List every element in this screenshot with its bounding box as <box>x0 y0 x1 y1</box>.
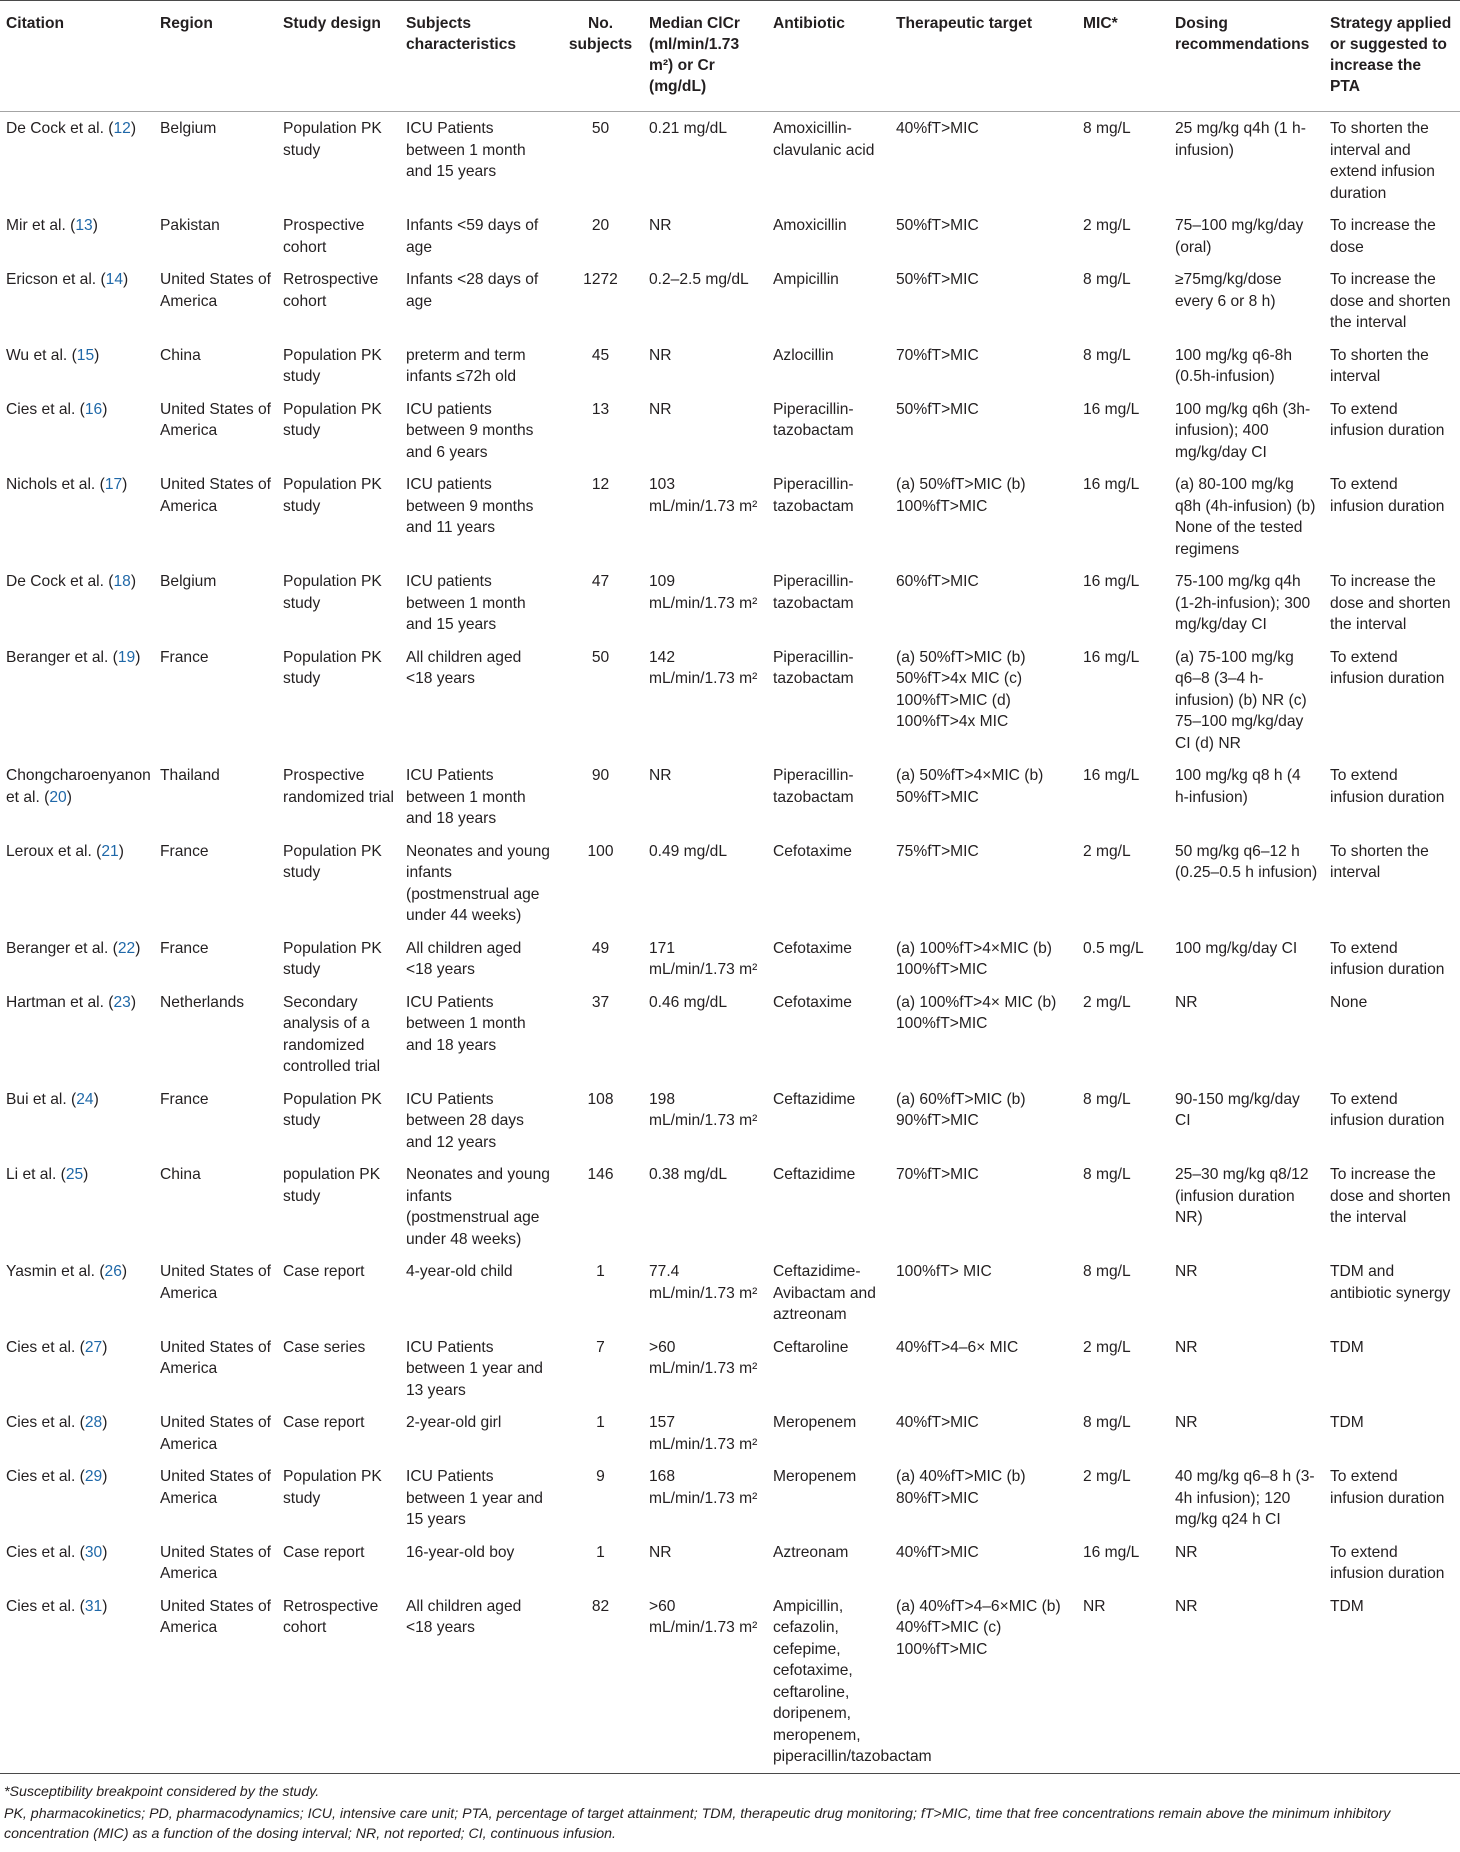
cell-study-design: population PK study <box>283 1166 381 1205</box>
cell-no-subjects: 1 <box>596 1414 605 1431</box>
cell-region: France <box>160 939 209 957</box>
cell-citation: Ericson et al. (14) <box>6 271 129 288</box>
cell-subjects: ICU Patients between 1 month and 18 years <box>406 767 526 827</box>
cell-citation: Beranger et al. (22) <box>6 939 141 957</box>
cell-study-design: Case report <box>283 1414 365 1431</box>
cell-region: Thailand <box>160 767 220 784</box>
table-row <box>0 1460 1460 1536</box>
table-row <box>0 1406 1460 1460</box>
cell-no-subjects: 20 <box>591 217 610 234</box>
table-row <box>0 209 1460 263</box>
cell-citation: Nichols et al. (17) <box>6 476 128 493</box>
cell-median-clcr: 0.38 mg/dL <box>649 1166 728 1183</box>
cell-antibiotic: Ceftaroline <box>773 1338 849 1356</box>
cell-citation: Li et al. (25) <box>6 1166 89 1183</box>
citation-author: Chongcharoenyanon et al. <box>6 767 151 806</box>
cell-citation: Cies et al. (27) <box>6 1338 108 1356</box>
citation-author: Cies et al. <box>6 1597 76 1615</box>
cell-citation: Chongcharoenyanon et al. (20) <box>6 767 151 806</box>
cell-citation: Cies et al. (31) <box>6 1597 108 1615</box>
reference-link[interactable]: 28 <box>84 1414 103 1431</box>
cell-median-clcr: 0.49 mg/dL <box>649 842 728 860</box>
cell-strategy: To extend infusion duration <box>1330 400 1445 439</box>
cell-strategy: TDM <box>1330 1597 1364 1615</box>
cell-strategy: TDM <box>1330 1414 1364 1431</box>
table-row <box>0 393 1460 469</box>
cell-no-subjects: 47 <box>591 573 610 590</box>
cell-median-clcr: NR <box>649 767 672 784</box>
reference-link[interactable]: 25 <box>65 1166 84 1183</box>
cell-strategy: To shorten the interval and extend infusion duration <box>1330 120 1435 202</box>
cell-region: United States of America <box>160 1543 271 1582</box>
citation-author: Cies et al. <box>6 1414 76 1431</box>
header-subjects-characteristics: Subjects characteristics <box>406 15 517 53</box>
reference-link[interactable]: 12 <box>113 120 131 137</box>
cell-dosing: 25–30 mg/kg q8/12 (infusion duration NR) <box>1175 1166 1309 1226</box>
cell-study-design: Population PK study <box>283 120 382 159</box>
cell-antibiotic: Piperacillin-tazobactam <box>773 476 854 515</box>
cell-dosing: 50 mg/kg q6–12 h (0.25–0.5 h infusion) <box>1175 842 1318 881</box>
cell-mic: NR <box>1083 1597 1106 1615</box>
cell-region: Belgium <box>160 573 217 590</box>
cell-dosing: 100 mg/kg q6-8h (0.5h-infusion) <box>1175 346 1293 385</box>
header-study-design: Study design <box>283 15 381 32</box>
citation-author: Hartman et al. <box>6 993 104 1011</box>
cell-median-clcr: 0.2–2.5 mg/dL <box>649 271 749 288</box>
reference-link[interactable]: 17 <box>104 476 123 493</box>
table-row <box>0 759 1460 835</box>
cell-median-clcr: 0.21 mg/dL <box>649 120 728 137</box>
cell-no-subjects: 1 <box>596 1543 605 1561</box>
cell-region: Pakistan <box>160 217 220 234</box>
cell-subjects: 2-year-old girl <box>406 1414 502 1431</box>
cell-study-design: Retrospective cohort <box>283 1597 379 1636</box>
cell-citation: De Cock et al. (18) <box>6 573 137 590</box>
cell-strategy: To extend infusion duration <box>1330 939 1445 978</box>
cell-dosing: 90-150 mg/kg/day CI <box>1175 1090 1300 1129</box>
cell-subjects: ICU Patients between 1 month and 18 years <box>406 993 526 1054</box>
cell-subjects: ICU Patients between 28 days and 12 years <box>406 1090 524 1151</box>
header-no-subjects: No. subjects <box>568 15 633 53</box>
cell-antibiotic: Ampicillin, cefazolin, cefepime, cefotaxime, ceftaroline, doripenem, meropenem, piperacillin/tazobactam <box>773 1597 932 1765</box>
cell-citation: Yasmin et al. (26) <box>6 1263 128 1280</box>
cell-median-clcr: 157 mL/min/1.73 m² <box>649 1414 758 1453</box>
cell-no-subjects: 100 <box>587 842 614 860</box>
cell-subjects: All children aged <18 years <box>406 648 522 687</box>
cell-strategy: To increase the dose and shorten the interval <box>1330 271 1451 331</box>
cell-median-clcr: >60 mL/min/1.73 m² <box>649 1338 758 1377</box>
table-row <box>0 1083 1460 1159</box>
cell-region: France <box>160 842 209 860</box>
cell-dosing: NR <box>1175 1597 1198 1615</box>
cell-dosing: 25 mg/kg q4h (1 h-infusion) <box>1175 120 1306 159</box>
cell-region: Belgium <box>160 120 217 137</box>
header-dosing-recommendations: Dosing recommendations <box>1175 15 1310 53</box>
cell-subjects: 16-year-old boy <box>406 1543 515 1561</box>
cell-region: France <box>160 648 209 666</box>
citation-author: Leroux et al. <box>6 842 92 860</box>
cell-median-clcr: 0.46 mg/dL <box>649 993 728 1011</box>
citation-author: Beranger et al. <box>6 648 109 666</box>
cell-dosing: 40 mg/kg q6–8 h (3-4h infusion); 120 mg/kg q24 h CI <box>1175 1468 1315 1528</box>
cell-antibiotic: Azlocillin <box>773 346 834 364</box>
cell-region: United States of America <box>160 1414 271 1453</box>
cell-dosing: NR <box>1175 1263 1198 1280</box>
cell-strategy: TDM and antibiotic synergy <box>1330 1263 1451 1302</box>
cell-region: United States of America <box>160 271 271 310</box>
cell-dosing: 100 mg/kg q8 h (4 h-infusion) <box>1175 767 1301 806</box>
cell-antibiotic: Piperacillin-tazobactam <box>773 400 854 439</box>
citation-author: Wu et al. <box>6 346 68 364</box>
citation-author: Cies et al. <box>6 400 76 418</box>
table-row <box>0 112 1460 210</box>
cell-mic: 16 mg/L <box>1083 476 1140 493</box>
table-row <box>0 263 1460 339</box>
cell-dosing: NR <box>1175 1338 1198 1356</box>
cell-mic: 8 mg/L <box>1083 120 1131 137</box>
cell-study-design: Case report <box>283 1263 365 1280</box>
cell-no-subjects: 9 <box>596 1468 605 1485</box>
cell-median-clcr: 171 mL/min/1.73 m² <box>649 939 758 978</box>
cell-citation: Mir et al. (13) <box>6 217 98 234</box>
citation-author: Cies et al. <box>6 1543 76 1561</box>
cell-region: Netherlands <box>160 993 245 1011</box>
reference-link[interactable]: 23 <box>113 993 131 1011</box>
cell-dosing: 75–100 mg/kg/day (oral) <box>1175 217 1304 256</box>
table-row <box>0 339 1460 393</box>
cell-no-subjects: 108 <box>587 1090 614 1108</box>
cell-antibiotic: Aztreonam <box>773 1543 849 1561</box>
cell-mic: 2 mg/L <box>1083 1468 1131 1485</box>
cell-strategy: To extend infusion duration <box>1330 1543 1445 1582</box>
table-body <box>0 112 1460 1774</box>
cell-therapeutic-target: 40%fT>MIC <box>896 1414 979 1431</box>
cell-therapeutic-target: (a) 50%fT>MIC (b) 100%fT>MIC <box>896 476 1026 515</box>
cell-no-subjects: 146 <box>587 1166 614 1183</box>
cell-no-subjects: 82 <box>591 1597 610 1615</box>
cell-therapeutic-target: (a) 60%fT>MIC (b) 90%fT>MIC <box>896 1090 1026 1129</box>
citation-author: Li et al. <box>6 1166 57 1183</box>
cell-therapeutic-target: 40%fT>4–6× MIC <box>896 1338 1019 1356</box>
reference-link[interactable]: 26 <box>104 1263 122 1280</box>
cell-dosing: (a) 75-100 mg/kg q6–8 (3–4 h-infusion) (b) NR (c) 75–100 mg/kg/day CI (d) NR <box>1175 648 1307 752</box>
cell-study-design: Prospective randomized trial <box>283 767 394 806</box>
table-row <box>0 641 1460 760</box>
citation-author: Mir et al. <box>6 217 66 234</box>
cell-no-subjects: 45 <box>591 346 610 364</box>
cell-no-subjects: 13 <box>591 400 610 418</box>
cell-strategy: TDM <box>1330 1338 1364 1356</box>
cell-study-design: Population PK study <box>283 1468 382 1507</box>
table-row <box>0 1331 1460 1407</box>
cell-no-subjects: 37 <box>591 993 610 1011</box>
table-row <box>0 1536 1460 1590</box>
cell-mic: 16 mg/L <box>1083 573 1140 590</box>
reference-link[interactable]: 14 <box>105 271 124 288</box>
cell-dosing: 100 mg/kg/day CI <box>1175 939 1298 957</box>
reference-link[interactable]: 22 <box>117 939 136 957</box>
cell-mic: 2 mg/L <box>1083 993 1131 1011</box>
cell-subjects: Neonates and young infants (postmenstrual age under 44 weeks) <box>406 842 550 924</box>
citation-author: De Cock et al. <box>6 573 104 590</box>
cell-therapeutic-target: 60%fT>MIC <box>896 573 979 590</box>
cell-median-clcr: 109 mL/min/1.73 m² <box>649 573 758 612</box>
cell-strategy: To extend infusion duration <box>1330 767 1445 806</box>
cell-citation: De Cock et al. (12) <box>6 120 137 137</box>
table-row <box>0 986 1460 1083</box>
cell-mic: 16 mg/L <box>1083 767 1140 784</box>
citation-author: Ericson et al. <box>6 271 97 288</box>
cell-mic: 2 mg/L <box>1083 217 1131 234</box>
cell-region: United States of America <box>160 1468 271 1507</box>
cell-citation: Cies et al. (30) <box>6 1543 108 1561</box>
cell-therapeutic-target: (a) 50%fT>4×MIC (b) 50%fT>MIC <box>896 767 1044 806</box>
cell-antibiotic: Cefotaxime <box>773 842 852 860</box>
cell-citation: Beranger et al. (19) <box>6 648 141 666</box>
table-row <box>0 835 1460 932</box>
footnote-abbreviations: PK, pharmacokinetics; PD, pharmacodynamics; ICU, intensive care unit; PTA, percentage of target attainment; TDM, therapeutic drug monitoring; fT>MIC, time that free concentrations remain above the minimum inhibitory concentration (MIC) as a function of the dosing interval; NR, not reported; CI, continuous infusion. <box>4 1805 1391 1842</box>
cell-dosing: 75-100 mg/kg q4h (1-2h-infusion); 300 mg/kg/day CI <box>1175 573 1311 633</box>
cell-subjects: Infants <28 days of age <box>406 271 539 310</box>
cell-antibiotic: Ceftazidime <box>773 1090 856 1108</box>
reference-link[interactable]: 16 <box>84 400 103 418</box>
cell-study-design: Retrospective cohort <box>283 271 379 310</box>
cell-citation: Leroux et al. (21) <box>6 842 124 860</box>
cell-antibiotic: Ceftazidime-Avibactam and aztreonam <box>773 1263 876 1323</box>
cell-therapeutic-target: 70%fT>MIC <box>896 346 979 364</box>
cell-dosing: NR <box>1175 1414 1198 1431</box>
cell-median-clcr: NR <box>649 400 672 418</box>
cell-study-design: Case series <box>283 1338 366 1356</box>
cell-median-clcr: 198 mL/min/1.73 m² <box>649 1090 758 1129</box>
header-antibiotic: Antibiotic <box>773 15 845 32</box>
reference-link[interactable]: 18 <box>113 573 131 590</box>
header-therapeutic-target: Therapeutic target <box>896 15 1033 32</box>
cell-antibiotic: Cefotaxime <box>773 993 852 1011</box>
table-row <box>0 1590 1460 1774</box>
cell-subjects: ICU Patients between 1 year and 13 years <box>406 1338 543 1399</box>
cell-subjects: Neonates and young infants (postmenstrual age under 48 weeks) <box>406 1166 550 1248</box>
cell-antibiotic: Meropenem <box>773 1414 857 1431</box>
cell-no-subjects: 90 <box>591 767 610 784</box>
cell-strategy: To extend infusion duration <box>1330 1090 1445 1129</box>
table-row <box>0 565 1460 641</box>
cell-study-design: Population PK study <box>283 476 382 515</box>
reference-link[interactable]: 21 <box>101 842 119 860</box>
cell-subjects: 4-year-old child <box>406 1263 513 1280</box>
cell-region: China <box>160 346 201 364</box>
reference-link[interactable]: 27 <box>84 1338 103 1356</box>
cell-antibiotic: Piperacillin-tazobactam <box>773 573 854 612</box>
cell-region: China <box>160 1166 201 1183</box>
table-footnotes <box>0 1774 1460 1844</box>
cell-subjects: ICU patients between 9 months and 6 years <box>406 400 534 461</box>
cell-mic: 8 mg/L <box>1083 1166 1131 1183</box>
cell-therapeutic-target: 100%fT> MIC <box>896 1263 992 1280</box>
cell-median-clcr: >60 mL/min/1.73 m² <box>649 1597 758 1636</box>
cell-therapeutic-target: 50%fT>MIC <box>896 400 979 418</box>
cell-mic: 8 mg/L <box>1083 271 1131 288</box>
cell-citation: Cies et al. (28) <box>6 1414 108 1431</box>
cell-strategy: To increase the dose <box>1330 217 1436 256</box>
reference-link[interactable]: 31 <box>84 1597 103 1615</box>
cell-region: United States of America <box>160 1338 271 1377</box>
cell-strategy: To extend infusion duration <box>1330 648 1445 687</box>
footnote-breakpoint: *Susceptibility breakpoint considered by the study. <box>4 1783 320 1800</box>
cell-median-clcr: NR <box>649 1543 672 1561</box>
cell-dosing: (a) 80-100 mg/kg q8h (4h-infusion) (b) None of the tested regimens <box>1175 476 1316 558</box>
cell-therapeutic-target: 40%fT>MIC <box>896 1543 979 1561</box>
cell-dosing: ≥75mg/kg/dose every 6 or 8 h) <box>1175 271 1282 310</box>
cell-mic: 8 mg/L <box>1083 1414 1131 1431</box>
header-citation: Citation <box>6 15 65 32</box>
cell-median-clcr: NR <box>649 217 672 234</box>
cell-study-design: Population PK study <box>283 1090 382 1129</box>
cell-study-design: Secondary analysis of a randomized controlled trial <box>283 993 381 1075</box>
header-region: Region <box>160 15 213 32</box>
cell-subjects: ICU patients between 1 month and 15 years <box>406 573 526 633</box>
reference-link[interactable]: 15 <box>76 346 95 364</box>
cell-mic: 16 mg/L <box>1083 648 1140 666</box>
cell-therapeutic-target: 50%fT>MIC <box>896 217 979 234</box>
cell-mic: 8 mg/L <box>1083 1090 1131 1108</box>
cell-strategy: To increase the dose and shorten the interval <box>1330 573 1451 633</box>
cell-median-clcr: 103 mL/min/1.73 m² <box>649 476 758 515</box>
cell-antibiotic: Ceftazidime <box>773 1166 856 1183</box>
cell-dosing: NR <box>1175 1543 1198 1561</box>
cell-median-clcr: NR <box>649 346 672 364</box>
cell-therapeutic-target: (a) 40%fT>4–6×MIC (b) 40%fT>MIC (c) 100%fT>MIC <box>896 1597 1061 1658</box>
table-header-row <box>0 1 1460 112</box>
cell-no-subjects: 12 <box>591 476 610 493</box>
cell-subjects: ICU patients between 9 months and 11 years <box>406 476 534 536</box>
cell-subjects: ICU Patients between 1 year and 15 years <box>406 1468 543 1528</box>
citation-author: Nichols et al. <box>6 476 96 493</box>
cell-study-design: Case report <box>283 1543 365 1561</box>
cell-study-design: Population PK study <box>283 842 382 881</box>
cell-therapeutic-target: 40%fT>MIC <box>896 120 979 137</box>
cell-therapeutic-target: 75%fT>MIC <box>896 842 979 860</box>
cell-strategy: To shorten the interval <box>1330 346 1429 385</box>
cell-therapeutic-target: (a) 40%fT>MIC (b) 80%fT>MIC <box>896 1468 1026 1507</box>
citation-author: Bui et al. <box>6 1090 67 1108</box>
cell-region: United States of America <box>160 476 271 515</box>
cell-mic: 2 mg/L <box>1083 1338 1131 1356</box>
reference-link[interactable]: 29 <box>84 1468 103 1485</box>
cell-citation: Bui et al. (24) <box>6 1090 99 1108</box>
cell-study-design: Population PK study <box>283 346 382 385</box>
reference-link[interactable]: 30 <box>84 1543 103 1561</box>
cell-subjects: All children aged <18 years <box>406 1597 522 1636</box>
cell-therapeutic-target: (a) 100%fT>4×MIC (b) 100%fT>MIC <box>896 939 1052 978</box>
reference-link[interactable]: 20 <box>49 788 67 806</box>
citation-author: Beranger et al. <box>6 939 109 957</box>
cell-strategy: To extend infusion duration <box>1330 1468 1445 1507</box>
cell-subjects: All children aged <18 years <box>406 939 522 978</box>
cell-study-design: Prospective cohort <box>283 217 365 256</box>
cell-study-design: Population PK study <box>283 573 382 612</box>
cell-strategy: None <box>1330 993 1368 1011</box>
cell-mic: 16 mg/L <box>1083 400 1140 418</box>
cell-mic: 16 mg/L <box>1083 1543 1140 1561</box>
cell-citation: Cies et al. (29) <box>6 1468 108 1485</box>
header-median-clcr: Median ClCr (ml/min/1.73 m²) or Cr (mg/dL) <box>649 15 740 95</box>
cell-strategy: To increase the dose and shorten the interval <box>1330 1166 1451 1226</box>
table-row <box>0 932 1460 986</box>
cell-subjects: Infants <59 days of age <box>406 217 539 256</box>
cell-antibiotic: Piperacillin-tazobactam <box>773 767 854 806</box>
header-mic: MIC* <box>1083 15 1118 32</box>
table-row <box>0 468 1460 565</box>
header-strategy: Strategy applied or suggested to increase the PTA <box>1330 15 1452 95</box>
cell-antibiotic: Cefotaxime <box>773 939 852 957</box>
cell-mic: 0.5 mg/L <box>1083 939 1144 957</box>
cell-antibiotic: Piperacillin-tazobactam <box>773 648 854 687</box>
cell-therapeutic-target: (a) 100%fT>4× MIC (b) 100%fT>MIC <box>896 993 1057 1032</box>
cell-therapeutic-target: 70%fT>MIC <box>896 1166 979 1183</box>
cell-citation: Hartman et al. (23) <box>6 993 137 1011</box>
cell-mic: 8 mg/L <box>1083 346 1131 364</box>
cell-strategy: To shorten the interval <box>1330 842 1429 881</box>
cell-region: France <box>160 1090 209 1108</box>
reference-link[interactable]: 24 <box>76 1090 94 1108</box>
cell-citation: Wu et al. (15) <box>6 346 100 364</box>
cell-no-subjects: 49 <box>591 939 610 957</box>
citation-author: Yasmin et al. <box>6 1263 95 1280</box>
cell-no-subjects: 1 <box>596 1263 605 1280</box>
reference-link[interactable]: 19 <box>117 648 136 666</box>
citation-author: De Cock et al. <box>6 120 104 137</box>
cell-mic: 8 mg/L <box>1083 1263 1131 1280</box>
cell-no-subjects: 50 <box>591 120 610 137</box>
cell-subjects: preterm and term infants ≤72h old <box>406 346 526 385</box>
cell-strategy: To extend infusion duration <box>1330 476 1445 515</box>
cell-antibiotic: Amoxicillin <box>773 217 847 234</box>
reference-link[interactable]: 13 <box>75 217 93 234</box>
cell-dosing: NR <box>1175 993 1198 1011</box>
cell-dosing: 100 mg/kg q6h (3h- infusion); 400 mg/kg/day CI <box>1175 400 1311 461</box>
cell-mic: 2 mg/L <box>1083 842 1131 860</box>
cell-study-design: Population PK study <box>283 939 382 978</box>
cell-therapeutic-target: 50%fT>MIC <box>896 271 979 288</box>
cell-study-design: Population PK study <box>283 648 382 687</box>
cell-no-subjects: 50 <box>591 648 610 666</box>
cell-subjects: ICU Patients between 1 month and 15 years <box>406 120 526 180</box>
citation-author: Cies et al. <box>6 1338 76 1356</box>
table-row <box>0 1255 1460 1331</box>
cell-study-design: Population PK study <box>283 400 382 439</box>
cell-therapeutic-target: (a) 50%fT>MIC (b) 50%fT>4x MIC (c) 100%fT>MIC (d) 100%fT>4x MIC <box>896 648 1026 730</box>
cell-antibiotic: Ampicillin <box>773 271 839 288</box>
cell-antibiotic: Amoxicillin-clavulanic acid <box>773 120 875 159</box>
cell-region: United States of America <box>160 1263 271 1302</box>
cell-median-clcr: 168 mL/min/1.73 m² <box>649 1468 758 1507</box>
cell-citation: Cies et al. (16) <box>6 400 108 418</box>
cell-no-subjects: 7 <box>596 1338 605 1356</box>
cell-region: United States of America <box>160 400 271 439</box>
cell-region: United States of America <box>160 1597 271 1636</box>
citation-author: Cies et al. <box>6 1468 76 1485</box>
cell-no-subjects: 1272 <box>583 271 618 288</box>
cell-median-clcr: 77.4 mL/min/1.73 m² <box>649 1263 758 1302</box>
cell-median-clcr: 142 mL/min/1.73 m² <box>649 648 758 687</box>
cell-antibiotic: Meropenem <box>773 1468 857 1485</box>
table-row <box>0 1158 1460 1255</box>
